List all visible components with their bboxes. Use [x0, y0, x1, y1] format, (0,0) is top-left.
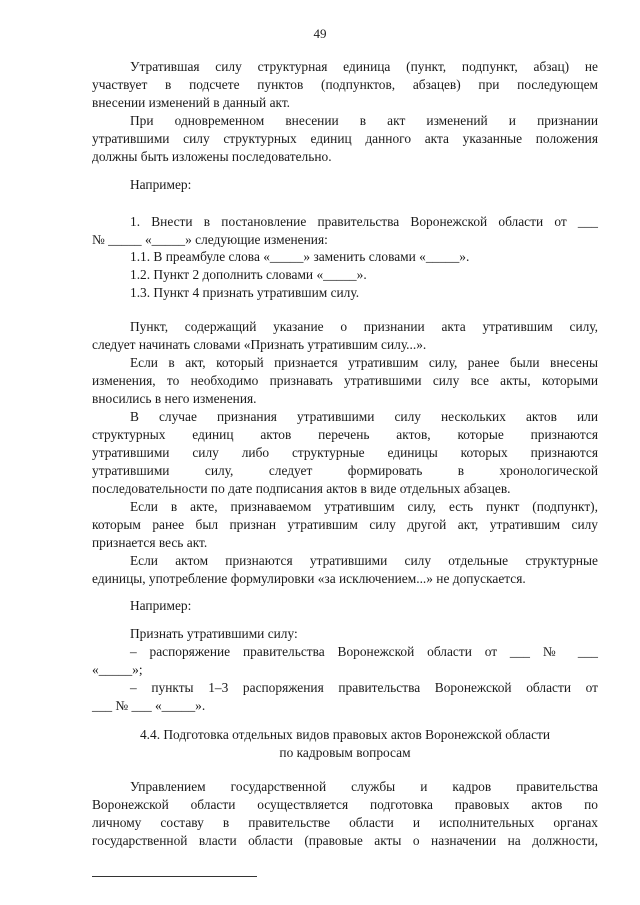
paragraph-line: государственной власти области (правовые акты о назначении на должности, [92, 833, 598, 848]
paragraph-line: должны быть изложены последовательно. [92, 149, 332, 164]
paragraph-line: единицы, употребление формулировки «за исключением...» не допускается. [92, 571, 526, 586]
paragraph-line: личному составу в правительстве области и исполнительных органах [92, 815, 598, 830]
paragraph-line: утратившими силу либо структурные единицы которых признаются [92, 445, 598, 460]
paragraph-line: вносились в него изменения. [92, 391, 257, 406]
example-line: 1.3. Пункт 4 признать утратившим силу. [130, 285, 360, 300]
paragraph-line: внесении изменений в данный акт. [92, 95, 291, 110]
example-line: 1.2. Пункт 2 дополнить словами «_____». [130, 267, 367, 282]
paragraph-line: следует начинать словами «Признать утратившим силу...». [92, 337, 427, 352]
page-number: 49 [313, 26, 327, 41]
paragraph-line: В случае признания утратившими силу нескольких актов или [130, 409, 598, 424]
paragraph-line: которым ранее был признан утратившим силу другой акт, утратившим силу [92, 517, 598, 532]
example-line: № _____ «_____» следующие изменения: [92, 232, 328, 247]
example-label: Например: [130, 177, 192, 192]
paragraph-line: Управлением государственной службы и кадров правительства [130, 779, 598, 794]
example-line: 1.1. В преамбуле слова «_____» заменить словами «_____». [130, 249, 470, 264]
paragraph-line: структурных единиц актов перечень актов, которые признаются [92, 427, 598, 442]
example-line: Признать утратившими силу: [130, 626, 298, 641]
paragraph-line: утратившими силу, следует формировать в хронологической [92, 463, 598, 478]
example-line: «_____»; [92, 662, 143, 677]
example-line: – распоряжение правительства Воронежской области от ___ № ___ [130, 644, 598, 659]
example-line: ___ № ___ «_____». [92, 698, 206, 713]
example-label: Например: [130, 598, 192, 613]
paragraph-line: изменения, то необходимо признавать утратившими силу все акты, которыми [92, 373, 598, 388]
paragraph-line: Пункт, содержащий указание о признании акта утратившим силу, [130, 319, 598, 334]
paragraph-line: признается весь акт. [92, 535, 208, 550]
section-heading: по кадровым вопросам [279, 745, 411, 760]
paragraph-line: Если в акт, который признается утратившим силу, ранее были внесены [130, 355, 598, 370]
example-line: – пункты 1–3 распоряжения правительства Воронежской области от [130, 680, 598, 695]
example-line: 1. Внести в постановление правительства Воронежской области от ___ [130, 214, 598, 229]
paragraph-line: последовательности по дате подписания актов в виде отдельных абзацев. [92, 481, 511, 496]
paragraph-line: При одновременном внесении в акт изменений и признании [130, 113, 598, 128]
paragraph-line: Если в акте, признаваемом утратившим силу, есть пункт (подпункт), [130, 499, 598, 514]
paragraph-line: утратившими силу структурных единиц данного акта указанные положения [92, 131, 598, 146]
paragraph-line: участвует в подсчете пунктов (подпунктов, абзацев) при последующем [92, 77, 598, 92]
footnote-divider [92, 876, 257, 877]
paragraph-line: Если актом признаются утратившими силу отдельные структурные [130, 553, 598, 568]
paragraph-line: Воронежской области осуществляется подготовка правовых актов по [92, 797, 598, 812]
section-heading: 4.4. Подготовка отдельных видов правовых актов Воронежской области [139, 727, 551, 742]
paragraph-line: Утратившая силу структурная единица (пункт, подпункт, абзац) не [130, 59, 598, 74]
